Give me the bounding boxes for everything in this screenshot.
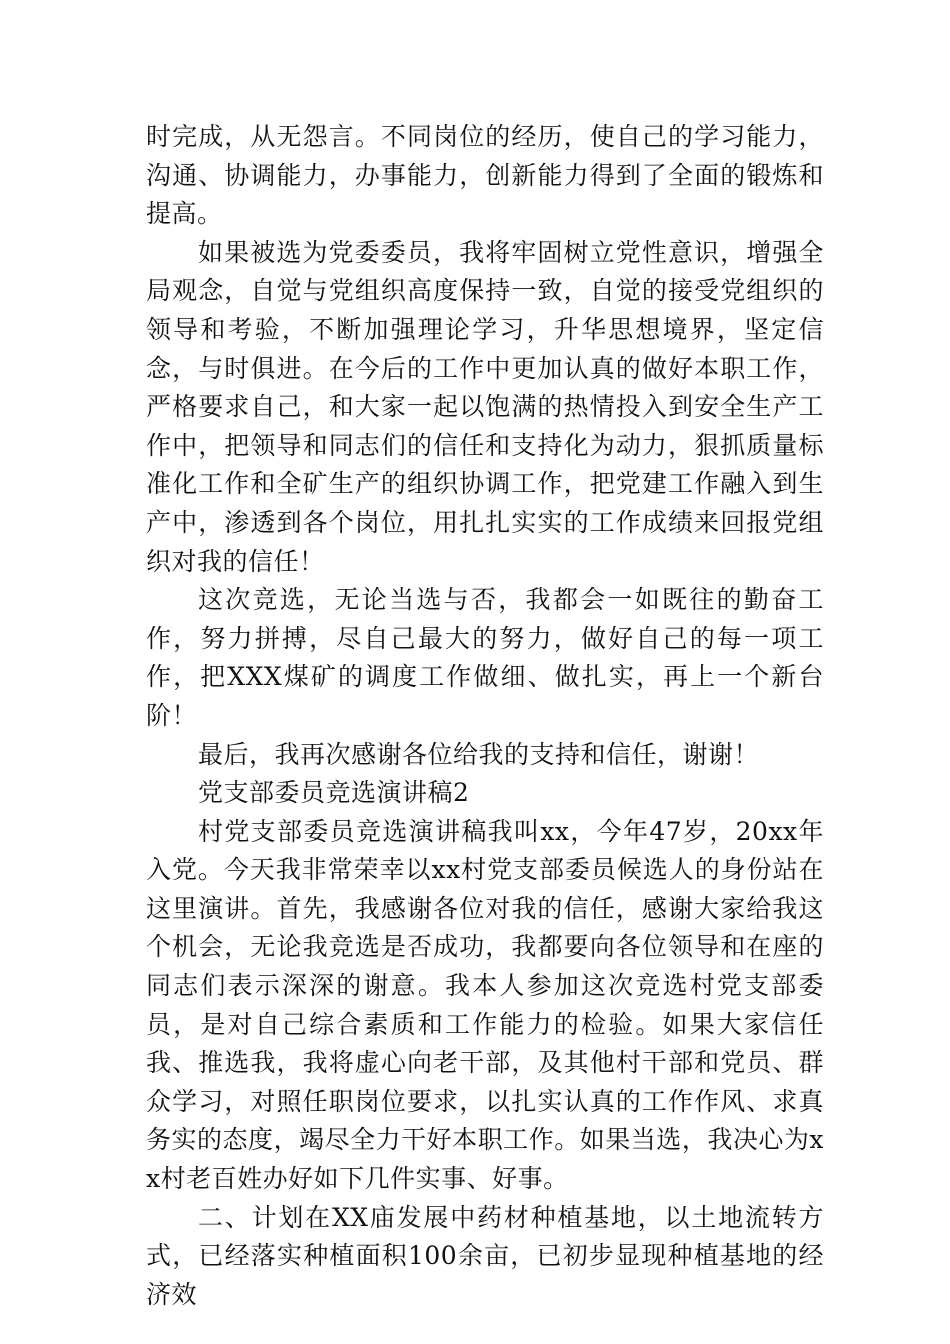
document-body [146, 118, 824, 1314]
paragraph-continuation: 时完成，从无怨言。不同岗位的经历，使自己的学习能力，沟通、协调能力，办事能力，创新能力得到了全面的锻炼和提高。 [146, 122, 824, 229]
paragraph-thanks: 最后，我再次感谢各位给我的支持和信任，谢谢！ [198, 739, 760, 769]
section-heading: 党支部委员竞选演讲稿2 [198, 778, 470, 808]
paragraph-campaign-outcome: 这次竞选，无论当选与否，我都会一如既往的勤奋工作，努力拼搏，尽自己最大的努力，做好自己的每一项工作，把XXX煤矿的调度工作做细、做扎实，再上一个新台阶！ [146, 585, 824, 730]
paragraph-commitment: 如果被选为党委委员，我将牢固树立党性意识，增强全局观念，自觉与党组织高度保持一致，自觉的接受党组织的领导和考验，不断加强理论学习，升华思想境界，坚定信念，与时俱进。在今后的工作中更加认真的做好本职工作，严格要求自己，和大家一起以饱满的热情投入到安全生产工作中，把领导和同志们的信任和支持化为动力，狠抓质量标准化工作和全矿生产的组织协调工作，把党建工作融入到生产中，渗透到各个岗位，用扎扎实实的工作成绩来回报党组织对我的信任！ [146, 237, 824, 576]
paragraph-introduction: 村党支部委员竞选演讲稿我叫xx，今年47岁，20xx年入党。今天我非常荣幸以xx村党支部委员候选人的身份站在这里演讲。首先，我感谢各位对我的信任，感谢大家给我这个机会，无论我竞选是否成功，我都要向各位领导和在座的同志们表示深深的谢意。我本人参加这次竞选村党支部委员，是对自己综合素质和工作能力的检验。如果大家信任我、推选我，我将虚心向老干部，及其他村干部和党员、群众学习，对照任职岗位要求，以扎实认真的工作作风、求真务实的态度，竭尽全力干好本职工作。如果当选，我决心为xx村老百姓办好如下几件实事、好事。 [146, 816, 824, 1194]
paragraph-plan-two: 二、计划在XX庙发展中药材种植基地，以土地流转方式，已经落实种植面积100余亩，已初步显现种植基地的经济效 [146, 1202, 824, 1309]
